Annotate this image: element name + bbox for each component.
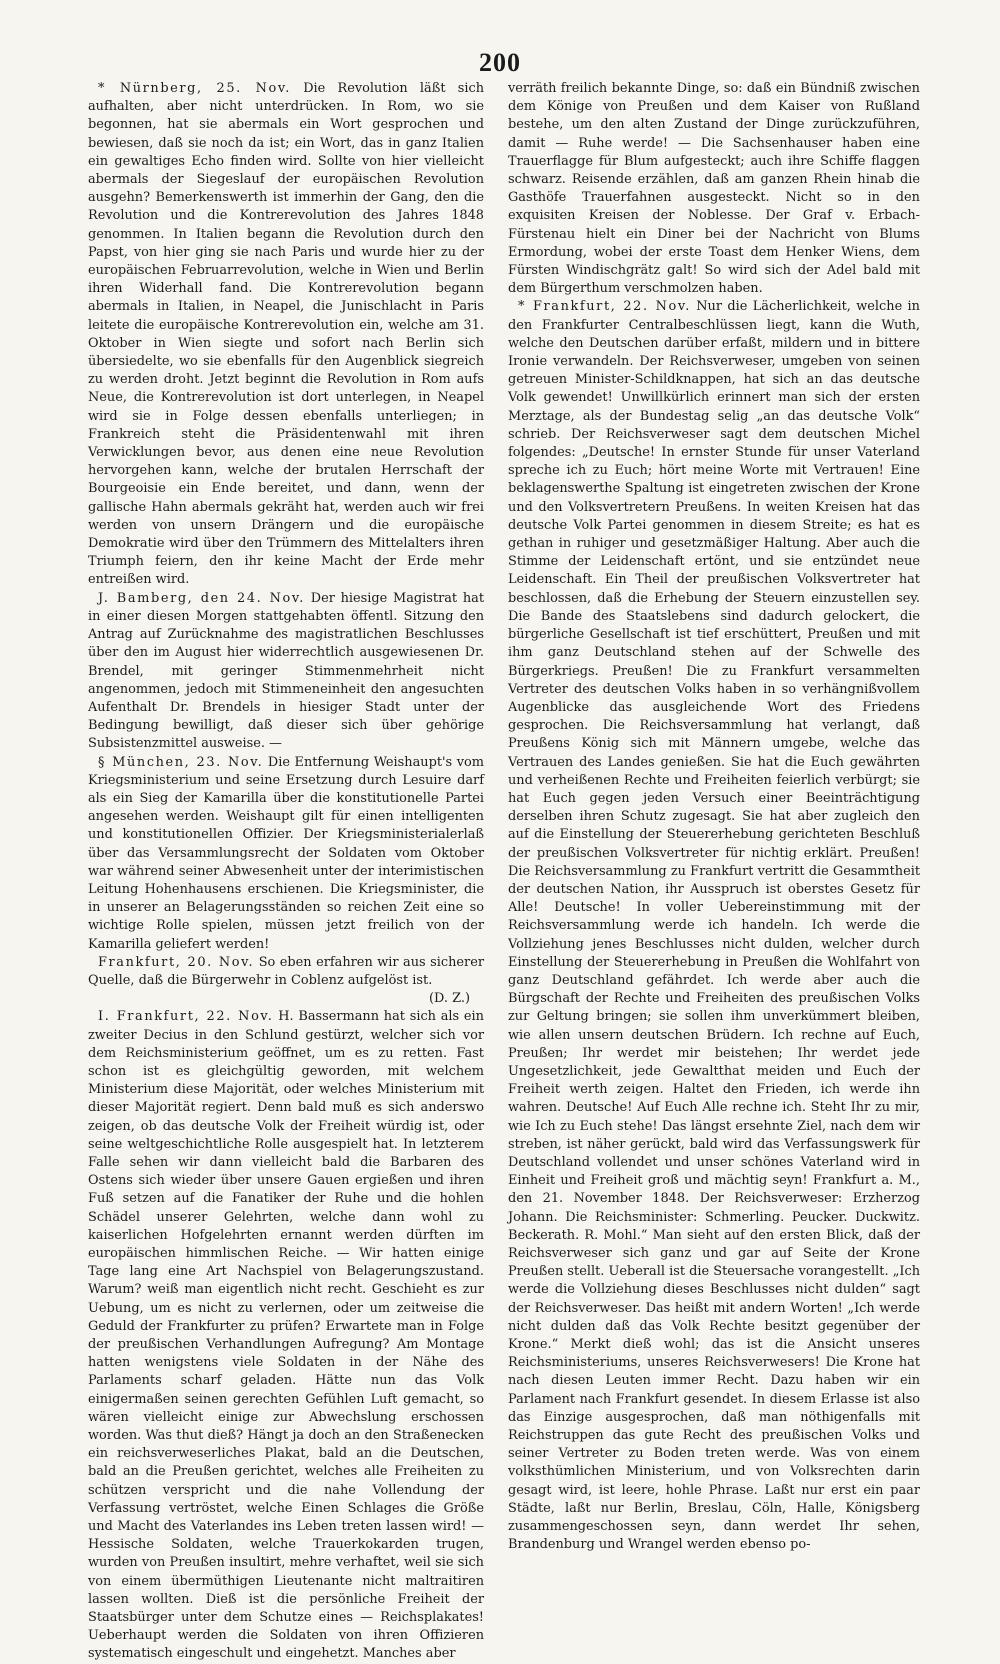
article-frankfurt-bassermann: [88, 1008, 484, 1663]
dateline: J. Bamberg, den 24. Nov.: [98, 590, 305, 606]
article-text: Die Revolution läßt sich aufhalten, aber nicht unterdrücken. In Rom, wo sie begonnen, hat sie abermals ein Wort gesprochen und bewiesen, daß sie noch da ist; ein Wort, das in ganz Italien ein gewaltiges Echo finden wird. Sollte von hier vielleicht abermals der Siegeslauf der europäischen Revolution ausgehn? Bemerkenswerth ist immerhin der Gang, den die Revolution und die Kontrerevolution des Jahres 1848 genommen. In Italien begann die Revolution durch den Papst, von hier ging sie nach Paris und wurde hier zu der europäischen Februarrevolution, welche in Wien und Berlin ihren Widerhall fand. Die Kontrerevolution begann abermals in Italien, in Neapel, die Junischlacht in Paris leitete die europäische Kontrerevolution ein, welche am 31. Oktober in Wien siegte und sofort nach Berlin sich übersiedelte, wo sie ebenfalls für den Augenblick siegreich zu werden droht. Jetzt beginnt die Revolution in Rom aufs Neue, die Kontrerevolution ist dort unterlegen, in Neapel wird sie in Folge dessen ebenfalls unterliegen; in Frankreich steht die Präsidentenwahl mit ihren Verwicklungen bevor, aus denen eine neue Revolution hervorgehen kann, welche der brutalen Herrschaft der Bourgeoisie ein Ende bereitet, und dann, wenn der gallische Hahn abermals gekräht hat, werden auch wir frei werden von unsern Drängern und die europäische Demokratie wird über den Trümmern des Mittelalters ihren Triumph feiern, den ihr keine Macht der Erde mehr entreißen wird.: [88, 81, 484, 588]
article-text: verräth freilich bekannte Dinge, so: daß ein Bündniß zwischen dem Könige von Preußen und dem Kaiser von Rußland bestehe, um den alten Zustand der Dinge zurückzuführen, damit — Ruhe werde! — Die Sachsenhauser haben eine Trauerflagge für Blum aufgesteckt; auch ihre Schiffe flaggen schwarz. Reisende erzählen, daß am ganzen Rhein hinab die Gasthöfe Trauerfahnen ausgesteckt. Nicht so in den exquisiten Kreisen der Noblesse. Der Graf v. Erbach-Fürstenau hielt ein Diner bei der Nachricht von Blums Ermordung, wobei der erste Toast dem Henker Wiens, dem Fürsten Windischgrätz galt! So wird sich der Adel bald mit dem Bürgerthum verschmolzen haben.: [508, 81, 920, 297]
article-continuation: [508, 80, 920, 298]
article-signature: (D. Z.): [429, 991, 470, 1007]
dateline: Frankfurt, 20. Nov.: [98, 954, 255, 970]
page-number: 200: [479, 48, 521, 77]
article-frankfurt-coblenz: [88, 954, 484, 990]
left-column: [88, 80, 485, 1662]
article-muenchen: [88, 754, 484, 954]
article-text: H. Bassermann hat sich als ein zweiter Decius in den Schlund gestürzt, welcher sich vor dem Reichsministerium geöffnet, um es zu retten. Fast schon ist es gleichgültig geworden, mit welchem Ministerium diese Majorität, oder welches Ministerium mit dieser Majorität regiert. Denn bald muß es sich anderswo zeigen, ob das deutsche Volk der Freiheit würdig ist, oder seine weltgeschichtliche Rolle ausgespielt hat. In letzterem Falle sehen wir dann vielleicht bald die Barbaren des Ostens sich wieder über unsere Gauen ergießen und ihren Fuß setzen auf die Fanatiker der Ruhe und die hohlen Schädel unserer Gelehrten, welche dann wohl zu kaiserlichen Hofgelehrten ernannt werden dürften im europäischen himmlischen Reiche. — Wir hatten einige Tage lang eine Art Nachspiel von Belagerungszustand. Warum? weiß man eigentlich nicht recht. Geschieht es zur Uebung, um es nicht zu verlernen, oder um zeitweise die Geduld der Frankfurter zu prüfen? Erwartete man in Folge der preußischen Verhandlungen Aufregung? Am Montage hatten wenigstens viele Soldaten in der Nähe des Parlaments scharf geladen. Hätte nun das Volk einigermaßen seinen gerechten Gefühlen Luft gemacht, so wären vielleicht einige zur Abwechslung erschossen worden. Was thut dieß? Hängt ja doch an den Straßenecken ein reichsverweserliches Plakat, bald an die Deutschen, bald an die Preußen gerichtet, welches alle Freiheiten zu schützen verspricht und die nahe Vollendung der Verfassung vertröstet, welche Einen Schlages die Größe und Macht des Vaterlandes ins Leben treten lassen wird! — Hessische Soldaten, welche Trauerkokarden trugen, wurden von Preußen insultirt, mehre verhaftet, weil sie sich von einem übermüthigen Lieutenante nicht maltraitiren lassen wollten. Dieß ist die persönliche Freiheit der Staatsbürger unter dem Schutze eines — Reichsplakates! Ueberhaupt werden die Soldaten von ihren Offizieren systematisch eingeschult und eingehetzt. Manches aber: [88, 1009, 484, 1662]
dateline: * Frankfurt, 22. Nov.: [518, 299, 691, 315]
article-text: Nur die Lächerlichkeit, welche in den Frankfurter Centralbeschlüssen liegt, kann die Wuth, welche den Deutschen darüber erfaßt, mildern und in bittere Ironie verwandeln. Der Reichsverweser, umgeben von seinen getreuen Minister-Schildknappen, hat sich an das deutsche Volk gewendet! Unwillkürlich erinnert man sich der ersten Merztage, als der Bundestag selig „an das deutsche Volk“ schrieb. Der Reichsverweser sagt dem deutschen Michel folgendes: „Deutsche! In ernster Stunde für unser Vaterland spreche ich zu Euch; hört meine Worte mit Vertrauen! Eine beklagenswerthe Spaltung ist eingetreten zwischen der Krone und den Volksvertretern Preußens. In weiten Kreisen hat das deutsche Volk Partei genommen in diesem Streite; es hat es gethan in ruhiger und gesetzmäßiger Haltung. Aber auch die Stimme der Leidenschaft ertönt, und sie entzündet neue Leidenschaft. Ein Theil der preußischen Volksvertreter hat beschlossen, daß die Erhebung der Steuern einzustellen sey. Die Bande des Staatslebens sind dadurch gelockert, die bürgerliche Gesellschaft ist tief erschüttert, Preußen und mit ihm ganz Deutschland stehen auf der Schwelle des Bürgerkriegs. Preußen! Die zu Frankfurt versammelten Vertreter des deutschen Volks haben in so verhängnißvollem Augenblicke das ausgleichende Wort des Friedens gesprochen. Die Reichsversammlung hat verlangt, daß Preußens König sich mit Männern umgebe, welche das Vertrauen des Landes genießen. Sie hat die Euch gewährten und verheißenen Rechte und Freiheiten feierlich verbürgt; sie hat Euch gegen jeden Versuch einer Beeinträchtigung derselben ihren Schutz zugesagt. Sie hat aber zugleich den auf die Einstellung der Steuererhebung gerichteten Beschluß der preußischen Volksvertreter für nichtig erklärt. Preußen! Die Reichsversammlung zu Frankfurt vertritt die Gesammtheit der deutschen Nation, ihr Ausspruch ist oberstes Gesetz für Alle! Deutsche! In voller Uebereinstimmung mit der Reichsversammlung werde ich handeln. Ich werde die Vollziehung jenes Beschlusses nicht dulden, welcher durch Einstellung der Steuererhebung in Preußen die Wohlfahrt von ganz Deutschland gefährdet. Ich werde aber auch die Bürgschaft der Rechte und Freiheiten des preußischen Volks zur Geltung bringen; sie sollen ihm unverkümmert bleiben, wie allen unsern deutschen Brüdern. Ich rechne auf Euch, Preußen; Ihr werdet mir beistehen; Ihr werdet jede Ungesetzlichkeit, jede Gewaltthat meiden und Euch der Freiheit werth zeigen. Haltet den Frieden, ich werde ihn wahren. Deutsche! Auf Euch Alle rechne ich. Steht Ihr zu mir, wie Ich zu Euch stehe! Das längst ersehnte Ziel, nach dem wir streben, ist näher gerückt, bald wird das Verfassungswerk für Deutschland vollendet und unser schönes Vaterland wird in Einheit und Freiheit groß und mächtig seyn! Frankfurt a. M., den 21. November 1848. Der Reichsverweser: Erzherzog Johann. Die Reichsminister: Schmerling. Peucker. Duckwitz. Beckerath. R. Mohl.“ Man sieht auf den ersten Blick, daß der Reichsverweser sich ganz und gar auf Seite der Krone Preußen stellt. Ueberall ist die Steuersache vorangestellt. „Ich werde die Vollziehung dieses Beschlusses nicht dulden“ sagt der Reichsverweser. Das heißt mit andern Worten! „Ich werde nicht dulden daß das Volk Rechte besitzt gegenüber der Krone.“ Merkt dieß wohl; das ist die Ansicht unseres Reichsministeriums, unseres Reichsverwesers! Die Krone hat nach diesen Leuten immer Recht. Dazu haben wir ein Parlament nach Frankfurt gesendet. In diesem Erlasse ist also das Einzige ausgesprochen, daß man nöthigenfalls mit Reichstruppen das gute Recht des preußischen Volks und seiner Vertreter zu Boden treten werde. Was von einem volksthümlichen Ministerium, und von Volksrechten darin gesagt wird, ist leere, hohle Phrase. Laßt nur erst ein paar Städte, laßt nur Berlin, Breslau, Cöln, Halle, Königsberg zusammengeschossen seyn, dann werdet Ihr sehen, Brandenburg und Wrangel werden ebenso po-: [508, 299, 920, 1553]
article-nuernberg: [88, 80, 484, 590]
article-text: Der hiesige Magistrat hat in einer diesen Morgen stattgehabten öffentl. Sitzung den Antrag auf Zurücknahme des magistratlichen Beschlusses über den im August hier widerrechtlich ausgewiesenen Dr. Brendel, mit geringer Stimmenmehrheit nicht angenommen, jedoch mit Stimmeneinheit den angesuchten Aufenthalt Dr. Brendels in hiesiger Stadt unter der Bedingung bewilligt, daß dieser sich über gehörige Subsistenzmittel ausweise. —: [88, 590, 485, 752]
article-frankfurt-reichsverweser: [508, 298, 920, 1554]
article-text: Die Entfernung Weishaupt's vom Kriegsministerium und seine Ersetzung durch Lesuire darf als ein Sieg der Kamarilla über die konstitutionelle Partei angesehen werden. Weishaupt gilt für einen intelligenten und konstitutionellen Offizier. Der Kriegsministerialerlaß über das Versammlungsrecht der Soldaten vom Oktober war während seiner Abwesenheit unter der interimistischen Leitung Hohenhausens erschienen. Die Kriegsminister, die in unserer an Belagerungsständen so reichen Zeit eine so wichtige Rolle spielen, müssen jetzt freilich von der Kamarilla geliefert werden!: [88, 754, 484, 952]
dateline: § München, 23. Nov.: [98, 754, 264, 770]
dateline: I. Frankfurt, 22. Nov.: [98, 1009, 274, 1025]
article-text: So eben erfahren wir aus sicherer Quelle, daß die Bürgerwehr in Coblenz aufgelöst ist.: [88, 954, 484, 988]
article-bamberg: [88, 590, 484, 754]
dateline: * Nürnberg, 25. Nov.: [98, 81, 291, 96]
right-column: [508, 80, 920, 1553]
